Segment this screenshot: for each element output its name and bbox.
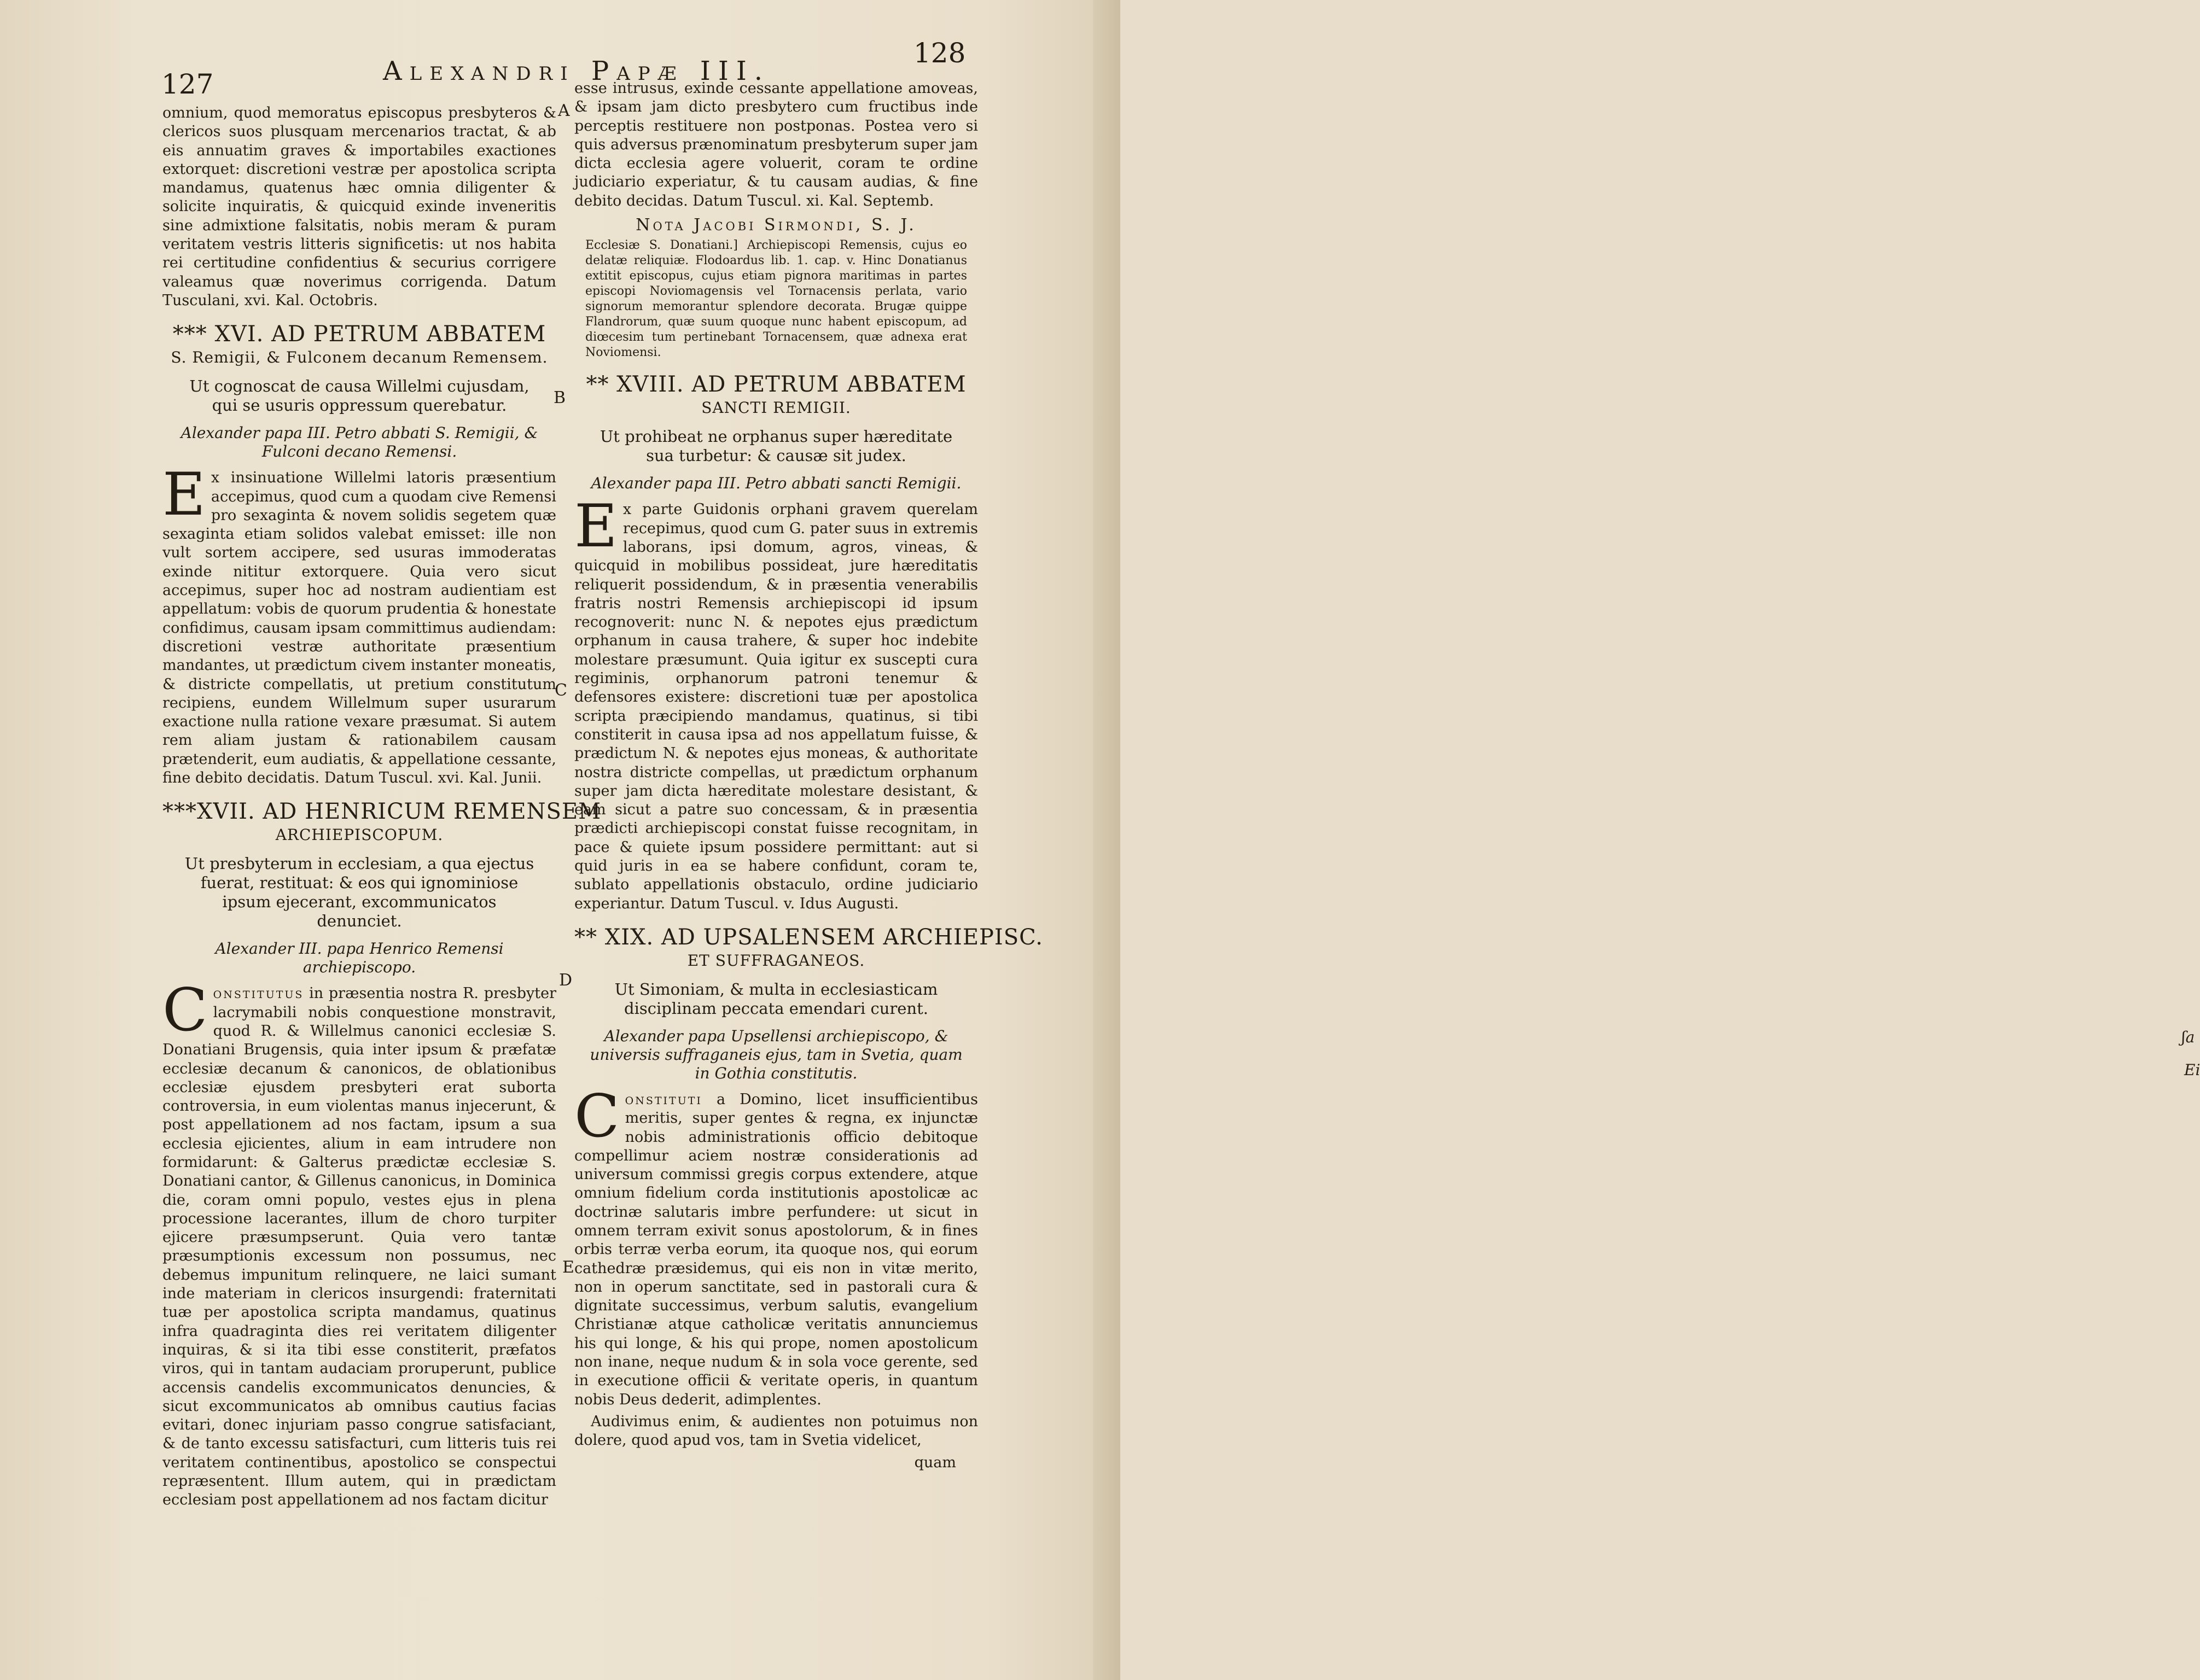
letter-summary: Ut cognoscat de causa Willelmi cujusdam, qui se usuris oppressum querebatur. (189, 377, 529, 415)
letter-incipit: Alexander papa Upsellensi archiepiscopo, & universis suffraganeis ejus, tam in Svetia, quam in Gothia constitutis. (590, 1026, 963, 1082)
letter-subheading: SANCTI REMIGII. (701, 399, 851, 417)
letter-heading: ***XVII. AD HENRICUM REMENSEM (162, 799, 602, 825)
letter-heading: ** XIX. AD UPSALENSEM ARCHIEPISC. (574, 924, 1044, 950)
letter-subheading: S. Remigii, & Fulconem decanum Remensem. (171, 348, 548, 367)
letter-summary: Ut Simoniam, & multa in ecclesiasticam disciplinam peccata emendari curent. (614, 979, 938, 1018)
letter-incipit: Alexander papa III. Petro abbati sancti Remigii. (591, 474, 962, 493)
left-column (162, 104, 602, 1513)
facing-page-edge (1093, 0, 2200, 1680)
catchword: quam (914, 1454, 956, 1471)
letter-body (162, 460, 556, 788)
note-heading: Nota Jacobi Sirmondi, S. J. (636, 215, 917, 235)
letter-incipit: Alexander papa III. Petro abbati S. Remigii, & Fulconi decano Remensi. (181, 424, 538, 461)
edge-fragment: Ei (2184, 1061, 2200, 1079)
letter-text: a Domino, licet insufficientibus meritis, super gentes & regna, ex injunctæ nobis administrationis officio debitoque compellimur aciem nostræ considerationis ad universum commissi gregis corpus extendere, atque omnium fidelium corda institutionis apostolicæ ac doctrinæ salutaris imbre perfundere: ut sicut in omnem terram exivit sonus apostolorum, & in fines orbis terræ verba eorum, ita quoque nos, qui eorum cathedræ præsidemus, qui eis non in vitæ merito, non in operum sanctitate, sed in pastorali cura & dignitate successimus, verbum salutis, evangelium Christianæ atque catholicæ veritatis annunciemus his qui longe, & his qui prope, nomen apostolicum non inane, neque nudum & in sola voce gerente, sed in executione officii & veritate operis, in quantum nobis Deus dederit, adimplentes. (574, 1090, 978, 1408)
opening-word: onstituti (625, 1090, 702, 1108)
running-title: Alexandri Papæ III. (383, 56, 771, 86)
letter-body (574, 492, 978, 913)
continued-text: omnium, quod memoratus episcopus presbyteros & clericos suos plusquam mercenarios tractat, & ab eis annuatim graves & importabiles exactiones extorquet: discretioni vestræ per apostolica scripta mandamus, quatenus hæc omnia diligenter & solicite inquiratis, & quicquid exinde inveneritis sine admixtione falsitatis, nobis meram & puram veritatem vestris litteris significetis: ut nos habita rei certitudine confidentius & securius corrigere valeamus quæ noverimus corrigenda. Datum Tusculani, xvi. Kal. Octobris. (162, 104, 556, 309)
letter-heading: ** XVIII. AD PETRUM ABBATEM (586, 372, 967, 398)
right-column (574, 79, 1044, 1475)
letter-incipit: Alexander III. papa Henrico Remensi archiepiscopo. (215, 940, 504, 977)
letter-summary: Ut presbyterum in ecclesiam, a qua ejectus fuerat, restituat: & eos qui ignominiose ipsum ejecerant, excommunicatos denunciet. (184, 854, 534, 931)
letter-text: x insinuatione Willelmi latoris præsentium accepimus, quod cum a quodam cive Remensi pro sexaginta & novem solidis segetem quæ sexaginta etiam solidos valebat emisset: ille non vult sortem accipere, sed usuras immoderatas exinde nititur extorquere. Quia vero sicut accepimus, super hoc ad nostram audientiam est appellatum: vobis de quorum prudentia & honestate confidimus, causam ipsam committimus audiendam: discretioni vestræ authoritate præsentium mandantes, ut prædictum civem instanter moneatis, & districte compellatis, ut pretium constitutum recipiens, eundem Willelmum super usurarum exactione nulla ratione vexare præsumat. Si autem rem aliam justam & rationabilem causam prætenderit, eum audiatis, & appellatione cessante, fine debito decidatis. Datum Tuscul. xvi. Kal. Junii. (162, 469, 556, 787)
edge-fragment: ʃa (2181, 1028, 2195, 1046)
letter-text: in præsentia nostra R. presbyter lacrymabili nobis conquestione monstravit, quod R. & Willelmus canonici ecclesiæ S. Donatiani Brugensis, quia inter ipsum & præfatæ ecclesiæ decanum & canonicos, de oblationibus ecclesiæ ejusdem presbyteri erat suborta controversia, in eum violentas manus injecerunt, & post appellationem ad nos factam, ipsum a sua ecclesia ejicientes, alium in eam intrudere non formidarunt: & Galterus prædictæ ecclesiæ S. Donatiani cantor, & Gillenus canonicus, in Dominica die, coram omni populo, vestes ejus in plena processione lacerantes, illum de choro turpiter ejicere præsumpserunt. Quia vero tantæ præsumptionis excessum non possumus, nec debemus impunitum relinquere, ne laici sumant inde materiam in clericos insurgendi: fraternitati tuæ per apostolica scripta mandamus, quatinus infra quadraginta dies rei veritatem diligenter inquiras, & si ita tibi esse constiterit, præfatos viros, qui in tantam audaciam proruperunt, publice accensis candelis excommunicatos denuncies, & sicut excommunicatos ab omnibus cautius facias evitari, donec injuriam passo congrue satisfaciant, & de tanto excessu satisfacturi, cum litteris tuis rei veritatem continentibus, apostolico se conspectui repræsentent. Illum autem, qui in prædictam ecclesiam post appellationem ad nos factam dicitur (162, 985, 556, 1509)
letter-body (162, 976, 556, 1509)
opening-word: onstitutus (213, 985, 304, 1002)
letter-subheading: ARCHIEPISCOPUM. (275, 826, 444, 844)
left-page-number: 127 (161, 68, 214, 100)
letter-text: x parte Guidonis orphani gravem querelam recepimus, quod cum G. pater suus in extremis laborans, ipsi domum, agros, vineas, & quicquid in mobilibus possideat, jure hæreditatis reliquerit possidendum, & in præsentia venerabilis fratris nostri Remensis archiepiscopi id ipsum recognoverit: nunc N. & nepotes ejus prædictum orphanum in causa trahere, & super hoc indebite molestare præsumunt. Quia igitur ex suscepti cura regiminis, orphanorum patroni tenemur & defensores existere: discretioni tuæ per apostolica scripta præcipiendo mandamus, quatinus, si tibi constiterit in causa ipsa ad nos appellatum fuisse, & prædictum N. & nepotes ejus moneas, & authoritate nostra districte compellas, ut prædictum orphanum super jam dicta hæreditate molestare desistant, & eam sicut a patre suo concessam, & in præsentia prædicti archiepiscopi constat fuisse recognitam, in pace & quiete ipsum possidere permittant: aut si quid juris in ea se habere confidunt, coram te, sublato appellationis obstaculo, ordine judiciario experiantur. Datum Tuscul. v. Idus Augusti. (574, 501, 978, 912)
drop-cap: E (574, 492, 618, 561)
right-page-number: 128 (913, 37, 966, 69)
margin-letter: B (554, 388, 566, 407)
margin-letter: C (555, 681, 567, 700)
note-text: Ecclesiæ S. Donatiani.] Archiepiscopi Remensis, cujus eo delatæ reliquiæ. Flodoardus lib. 1. cap. v. Hinc Donatianus extitit episcopus, cujus etiam pignora maritimas in partes episcopi Noviomagensis vel Tornacensis perlata, vario signorum memorantur splendore decorata. Brugæ quippe Flandrorum, quæ suum quoque nunc habent episcopum, ad diœcesim tum pertinebant Tornacensem, quæ adnexa erat Noviomensi. (585, 238, 967, 360)
margin-letter: D (559, 971, 573, 990)
letter-subheading: ET SUFFRAGANEOS. (687, 951, 865, 970)
drop-cap: C (574, 1082, 620, 1151)
continued-text: esse intrusus, exinde cessante appellatione amoveas, & ipsam jam dicto presbytero cum fructibus inde perceptis restituere non postponas. Postea vero si quis adversus prænominatum presbyterum super jam dicta ecclesia agere voluerit, coram te ordine judiciario experiatur, & tu causam audias, & fine debito decidas. Datum Tuscul. xi. Kal. Septemb. (574, 80, 978, 209)
margin-letter: A (558, 101, 570, 120)
letter-body (574, 1082, 978, 1409)
margin-letter: E (562, 1258, 574, 1277)
letter-continuation: Audivimus enim, & audientes non potuimus non dolere, quod apud vos, tam in Svetia videlicet, (574, 1413, 978, 1449)
drop-cap: E (162, 460, 206, 529)
letter-heading: *** XVI. AD PETRUM ABBATEM (172, 322, 546, 347)
drop-cap: C (162, 976, 208, 1045)
letter-summary: Ut prohibeat ne orphanus super hæreditate sua turbetur: & causæ sit judex. (600, 427, 953, 465)
